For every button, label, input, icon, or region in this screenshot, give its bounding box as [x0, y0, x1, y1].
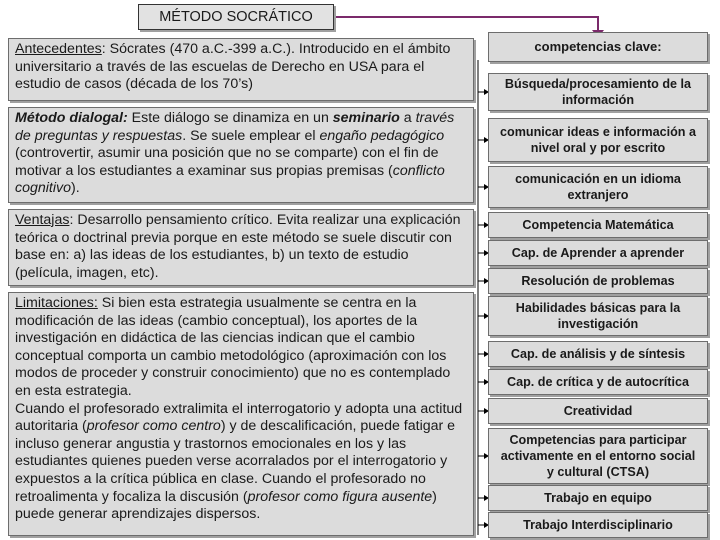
ventajas-label: Ventajas — [15, 212, 70, 228]
competencia-item — [488, 268, 708, 294]
limitaciones-text-3: ) y de descalificación, puede fatigar e incluso generar angustia y trastornos emocionales en los y las estudiantes quienes pueden verse acorralados por el interrogatorio y expuestos a la crítica pública en clase. Cuando el profesorado no retroalimenta y focaliza la discusión ( — [15, 418, 456, 505]
competencia-item — [488, 341, 708, 367]
competencia-label: Trabajo en equipo — [544, 491, 652, 505]
metodo-text-1: Este diálogo se dinamiza en un — [127, 110, 333, 126]
competencia-item — [488, 512, 708, 538]
metodo-box — [8, 107, 474, 203]
metodo-text-5: ). — [71, 180, 80, 197]
antecedentes-text: : Sócrates (470 a.C.-399 a.C.). Introducido en el ámbito universitario a través de las escuelas de Derecho en USA para el estudio de casos (década de los 70’s) — [15, 41, 451, 93]
competencias-header-label: competencias clave: — [534, 39, 662, 54]
competencia-label: Competencia Matemática — [522, 218, 674, 232]
competencia-label: Habilidades básicas para la investigación — [515, 301, 681, 331]
competencia-label: Resolución de problemas — [521, 274, 675, 288]
competencia-label: Trabajo Interdisciplinario — [523, 518, 673, 532]
limitaciones-text-2: Cuando el profesorado extralimita el interrogatorio y adopta una actitud autoritaria ( — [15, 400, 463, 435]
competencia-label: Búsqueda/procesamiento de la información — [504, 77, 692, 107]
ventajas-text: : Desarrollo pensamiento crítico. Evita realizar una explicación teórica o doctrinal previa porque en este método se suele discutir con base en: a) las ideas de los estudiantes, b) un texto de estudio (película, imagen, etc). — [15, 212, 461, 281]
competencia-label: comunicación en un idioma extranjero — [515, 172, 681, 202]
competencia-label: comunicar ideas e información a nivel oral y por escrito — [500, 125, 696, 155]
limitaciones-text-4: ) puede generar aprendizajes dispersos. — [15, 488, 437, 523]
page-title: MÉTODO SOCRÁTICO — [138, 4, 334, 30]
ventajas-box — [8, 209, 474, 286]
competencia-item — [488, 240, 708, 266]
metodo-seminario: seminario — [332, 110, 400, 126]
metodo-engano: engaño pedagógico — [319, 127, 445, 144]
competencia-label: Cap. de crítica y de autocrítica — [507, 375, 689, 389]
competencia-item — [488, 73, 708, 111]
metodo-preguntas: través de preguntas y respuestas — [15, 110, 455, 144]
competencia-label: Cap. de análisis y de síntesis — [510, 347, 686, 361]
competencia-item — [488, 398, 708, 424]
competencia-item — [488, 212, 708, 238]
competencia-label: Cap. de Aprender a aprender — [511, 246, 685, 260]
antecedentes-box — [8, 38, 474, 101]
competencia-label: Creatividad — [563, 404, 633, 418]
competencia-item — [488, 485, 708, 511]
competencia-item — [488, 166, 708, 208]
competencia-item — [488, 369, 708, 395]
metodo-label: Método dialogal: — [15, 110, 128, 126]
metodo-text-2: a — [399, 110, 416, 126]
metodo-conflicto: conflicto cognitivo — [15, 162, 445, 197]
limitaciones-label: Limitaciones: — [15, 295, 98, 311]
limitaciones-profesor-ausente: profesor como figura ausente — [247, 488, 433, 505]
antecedentes-label: Antecedentes — [15, 41, 102, 57]
competencia-item — [488, 118, 708, 162]
limitaciones-profesor-centro: profesor como centro — [86, 418, 221, 435]
competencia-label: Competencias para participar activamente en el entorno social y cultural (CTSA) — [500, 433, 696, 479]
metodo-text-3: . Se suele emplear el — [182, 127, 320, 144]
competencia-item — [488, 296, 708, 336]
metodo-text-4: (controvertir, asumir una posición que no se comparte) con el fin de motivar a los estudiantes a examinar sus propias premisas ( — [15, 145, 439, 179]
competencia-item — [488, 428, 708, 484]
limitaciones-text-1: Si bien esta estrategia usualmente se centra en la modificación de las ideas (cambio conceptual), los aportes de la investigación en didáctica de las ciencias indican que el cambio conceptual comporta un cambio metodológico (aproximación con los modos de proceder y construir conocimiento) que no es contemplado en esta estrategia. — [15, 295, 451, 399]
competencias-header — [488, 32, 708, 62]
title-to-competencias-arrow — [334, 17, 598, 32]
limitaciones-box — [8, 292, 474, 536]
